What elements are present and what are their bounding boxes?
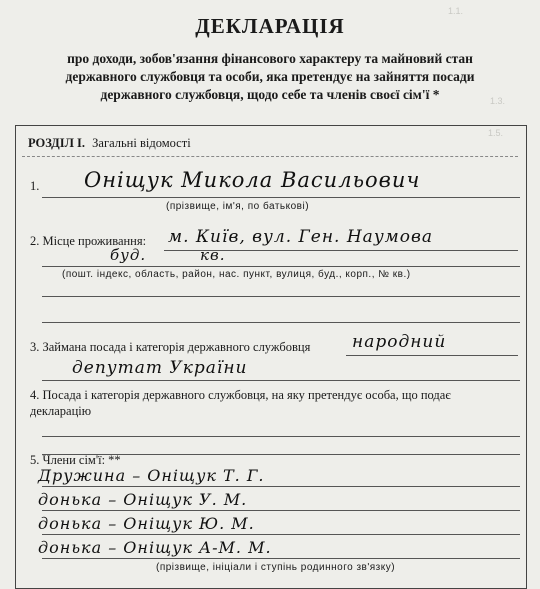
family-member-3[interactable]: донька – Оніщук Ю. М.	[38, 514, 255, 533]
bleed-through-mark: 1.1.	[448, 6, 464, 16]
field-1-hint: (прізвище, ім'я, по батькові)	[166, 201, 310, 212]
section-name: Загальні відомості	[92, 136, 191, 150]
subtitle-line: державного службовця та особи, яка претендує на зайняття посади	[65, 69, 475, 84]
field-5-underline-2	[42, 510, 520, 511]
field-3-underline-2	[42, 380, 520, 381]
section-heading	[28, 136, 191, 151]
document-subtitle	[20, 50, 520, 104]
field-5-underline-4	[42, 558, 520, 559]
field-1-underline	[42, 197, 520, 198]
bleed-through-mark: 1.5.	[488, 128, 504, 138]
field-2-value-line1[interactable]: м. Київ, вул. Ген. Наумова	[168, 227, 434, 247]
field-4-underline-1	[42, 436, 520, 437]
field-2-hint: (пошт. індекс, область, район, нас. пункт, вулиця, буд., корп., № кв.)	[62, 269, 411, 280]
field-5-label: 5. Члени сім'ї: **	[30, 453, 121, 467]
field-3-label: 3. Займана посада і категорія державного службовця	[30, 340, 311, 354]
subtitle-line: державного службовця, щодо себе та членів своєї сім'ї *	[100, 87, 440, 102]
bleed-through-mark: 1.3.	[490, 96, 506, 106]
field-3-value-line2[interactable]: депутат України	[72, 358, 248, 378]
field-5-underline-3	[42, 534, 520, 535]
field-2-value-building[interactable]: буд.	[110, 246, 147, 264]
field-2-underline-4	[42, 322, 520, 323]
family-member-4[interactable]: донька – Оніщук А-М. М.	[38, 538, 272, 557]
subtitle-line: про доходи, зобов'язання фінансового характеру та майновий стан	[67, 51, 473, 66]
family-member-2[interactable]: донька – Оніщук У. М.	[38, 490, 248, 509]
field-1-number: 1.	[30, 179, 40, 193]
family-member-1[interactable]: Дружина – Оніщук Т. Г.	[38, 466, 265, 485]
section-title: РОЗДІЛ І.	[28, 136, 86, 150]
section-divider	[22, 156, 518, 157]
field-4-label-line1: 4. Посада і категорія державного службовця, на яку претендує особа, що подає	[30, 388, 451, 402]
field-3-value-line1[interactable]: народний	[352, 332, 447, 352]
field-2-label: 2. Місце проживання:	[30, 234, 147, 248]
form-box	[15, 125, 527, 589]
field-2-underline-3	[42, 296, 520, 297]
field-3-underline-1	[346, 355, 518, 356]
field-2-value-apartment[interactable]: кв.	[200, 246, 226, 264]
field-1-value[interactable]: Оніщук Микола Васильович	[84, 168, 421, 192]
field-2-underline-2	[42, 266, 520, 267]
field-5-hint: (прізвище, ініціали і ступінь родинного зв'язку)	[156, 562, 396, 573]
field-4-label-line2: декларацію	[30, 404, 92, 418]
document-title: ДЕКЛАРАЦІЯ	[195, 14, 345, 38]
field-5-underline-1	[42, 486, 520, 487]
